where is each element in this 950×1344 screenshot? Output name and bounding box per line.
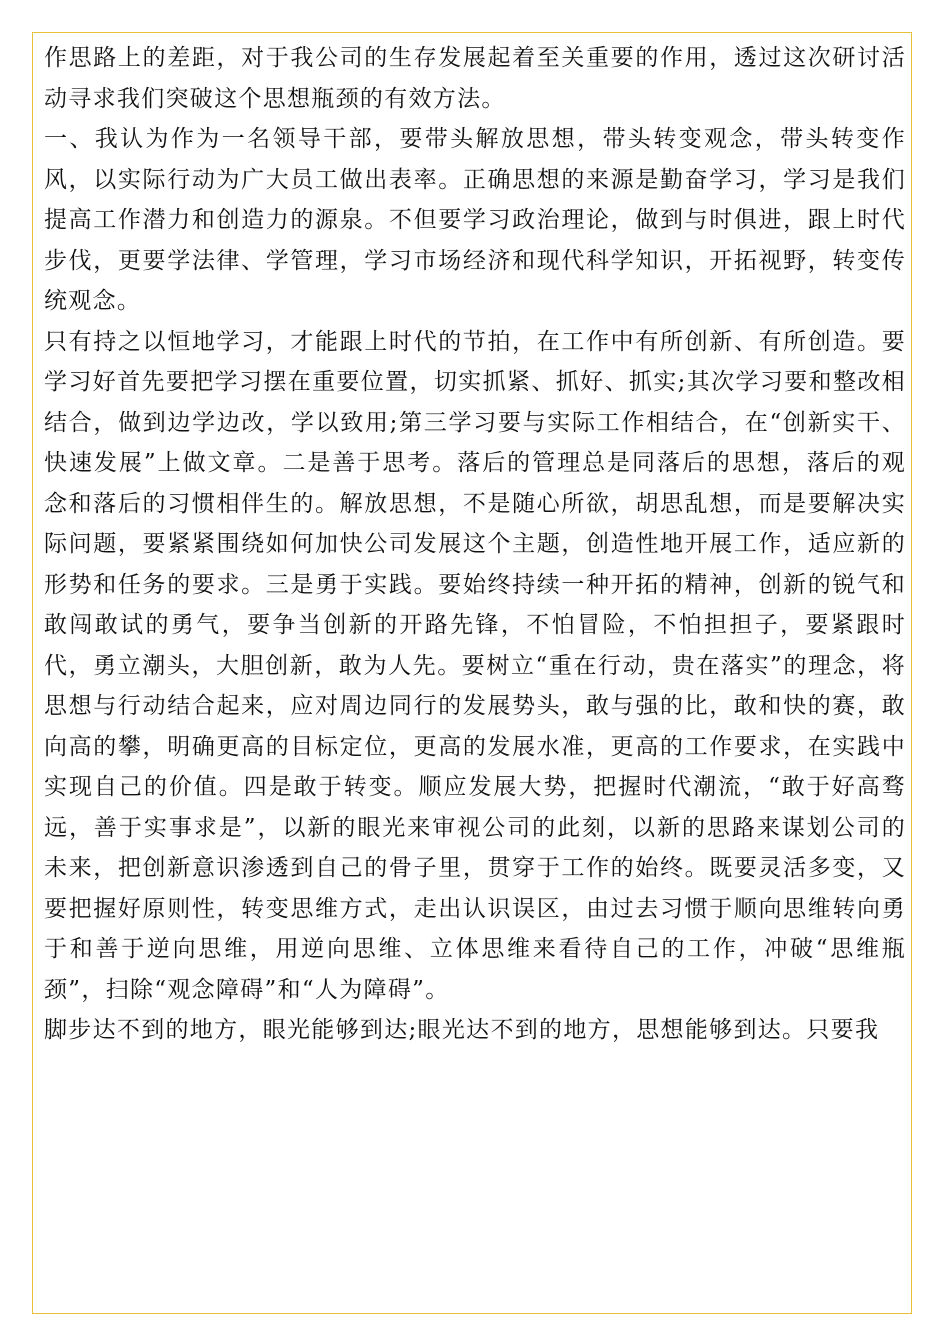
paragraph-learning-and-practice: 只有持之以恒地学习，才能跟上时代的节拍，在工作中有所创新、有所创造。要学习好首先要把学习摆在重要位置，切实抓紧、抓好、抓实;其次学习要和整改相结合，做到边学边改，学以致用;第三学习要与实际工作相结合，在“创新实干、快速发展”上做文章。二是善于思考。落后的管理总是同落后的思想，落后的观念和落后的习惯相伴生的。解放思想，不是随心所欲，胡思乱想，而是要解决实际问题，要紧紧围绕如何加快公司发展这个主题，创造性地开展工作，适应新的形势和任务的要求。三是勇于实践。要始终持续一种开拓的精神，创新的锐气和敢闯敢试的勇气，要争当创新的开路先锋，不怕冒险，不怕担担子，要紧跟时代，勇立潮头，大胆创新，敢为人先。要树立“重在行动，贵在落实”的理念，将思想与行动结合起来，应对周边同行的发展势头，敢与强的比，敢和快的赛，敢向高的攀，明确更高的目标定位，更高的发展水准，更高的工作要求，在实践中实现自己的价值。四是敢于转变。顺应发展大势，把握时代潮流，“敢于好高骛远，善于实事求是”，以新的眼光来审视公司的此刻，以新的思路来谋划公司的未来，把创新意识渗透到自己的骨子里，贯穿于工作的始终。既要灵活多变，又要把握好原则性，转变思维方式，走出认识误区，由过去习惯于顺向思维转向勇于和善于逆向思维，用逆向思维、立体思维来看待自己的工作，冲破“思维瓶颈”，扫除“观念障碍”和“人为障碍”。 [44,328,906,1003]
paragraph-section-one: 一、我认为作为一名领导干部，要带头解放思想，带头转变观念，带头转变作风，以实际行动为广大员工做出表率。正确思想的来源是勤奋学习，学习是我们提高工作潜力和创造力的源泉。不但要学习政治理论，做到与时俱进，跟上时代步伐，更要学法律、学管理，学习市场经济和现代科学知识，开拓视野，转变传统观念。 [44,126,906,314]
paragraph-closing-fragment: 脚步达不到的地方，眼光能够到达;眼光达不到的地方，思想能够到达。只要我 [44,1017,880,1043]
document-body [44,38,906,1051]
paragraph-intro-continuation: 作思路上的差距，对于我公司的生存发展起着至关重要的作用，透过这次研讨活动寻求我们突破这个思想瓶颈的有效方法。 [44,45,906,112]
